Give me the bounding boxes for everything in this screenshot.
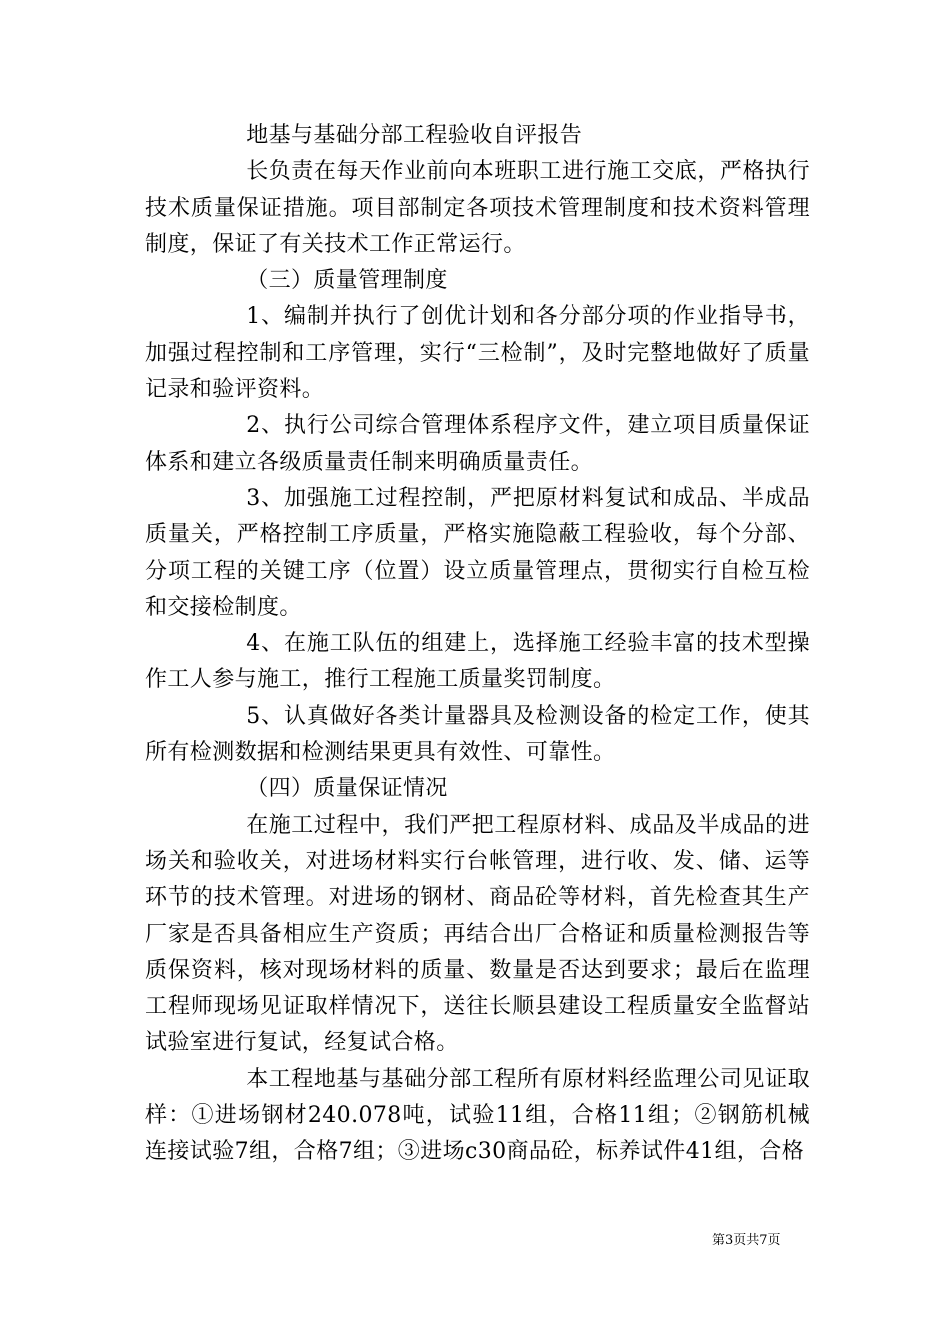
paragraph-item-2: 2、执行公司综合管理体系程序文件，建立项目质量保证体系和建立各级质量责任制来明确质量责任。 <box>145 413 810 475</box>
page-number-footer: 第3页共7页 <box>712 1233 781 1248</box>
document-title: 地基与基础分部工程验收自评报告 <box>246 123 583 148</box>
section-heading-quality-assurance: （四）质量保证情况 <box>246 776 448 802</box>
document-body <box>145 118 810 1171</box>
paragraph-continued-intro: 长负责在每天作业前向本班职工进行施工交底，严格执行技术质量保证措施。项目部制定各项技术管理制度和技术资料管理制度，保证了有关技术工作正常运行。 <box>145 159 810 257</box>
paragraph-material-control: 在施工过程中，我们严把工程原材料、成品及半成品的进场关和验收关，对进场材料实行台帐管理，进行收、发、储、运等环节的技术管理。对进场的钢材、商品砼等材料，首先检查其生产厂家是否具备相应生产资质；再结合出厂合格证和质量检测报告等质保资料，核对现场材料的质量、数量是否达到要求；最后在监理工程师现场见证取样情况下，送往长顺县建设工程质量安全监督站试验室进行复试，经复试合格。 <box>145 812 810 1056</box>
section-heading-quality-management: （三）质量管理制度 <box>246 268 448 294</box>
paragraph-item-5: 5、认真做好各类计量器具及检测设备的检定工作，使其所有检测数据和检测结果更具有效性、可靠性。 <box>145 703 810 766</box>
paragraph-item-3: 3、加强施工过程控制，严把原材料复试和成品、半成品质量关，严格控制工序质量，严格实施隐蔽工程验收，每个分部、分项工程的关键工序（位置）设立质量管理点，贯彻实行自检互检和交接检制度。 <box>145 485 810 620</box>
paragraph-sampling-results: 本工程地基与基础分部工程所有原材料经监理公司见证取样：①进场钢材240.078吨，试验11组，合格11组；②钢筋机械连接试验7组，合格7组；③进场c30商品砼，标养试件41组，合格 <box>145 1066 810 1165</box>
paragraph-item-1: 1、编制并执行了创优计划和各分部分项的作业指导书，加强过程控制和工序管理，实行“三检制”，及时完整地做好了质量记录和验评资料。 <box>145 304 810 403</box>
paragraph-item-4: 4、在施工队伍的组建上，选择施工经验丰富的技术型操作工人参与施工，推行工程施工质量奖罚制度。 <box>145 631 810 693</box>
